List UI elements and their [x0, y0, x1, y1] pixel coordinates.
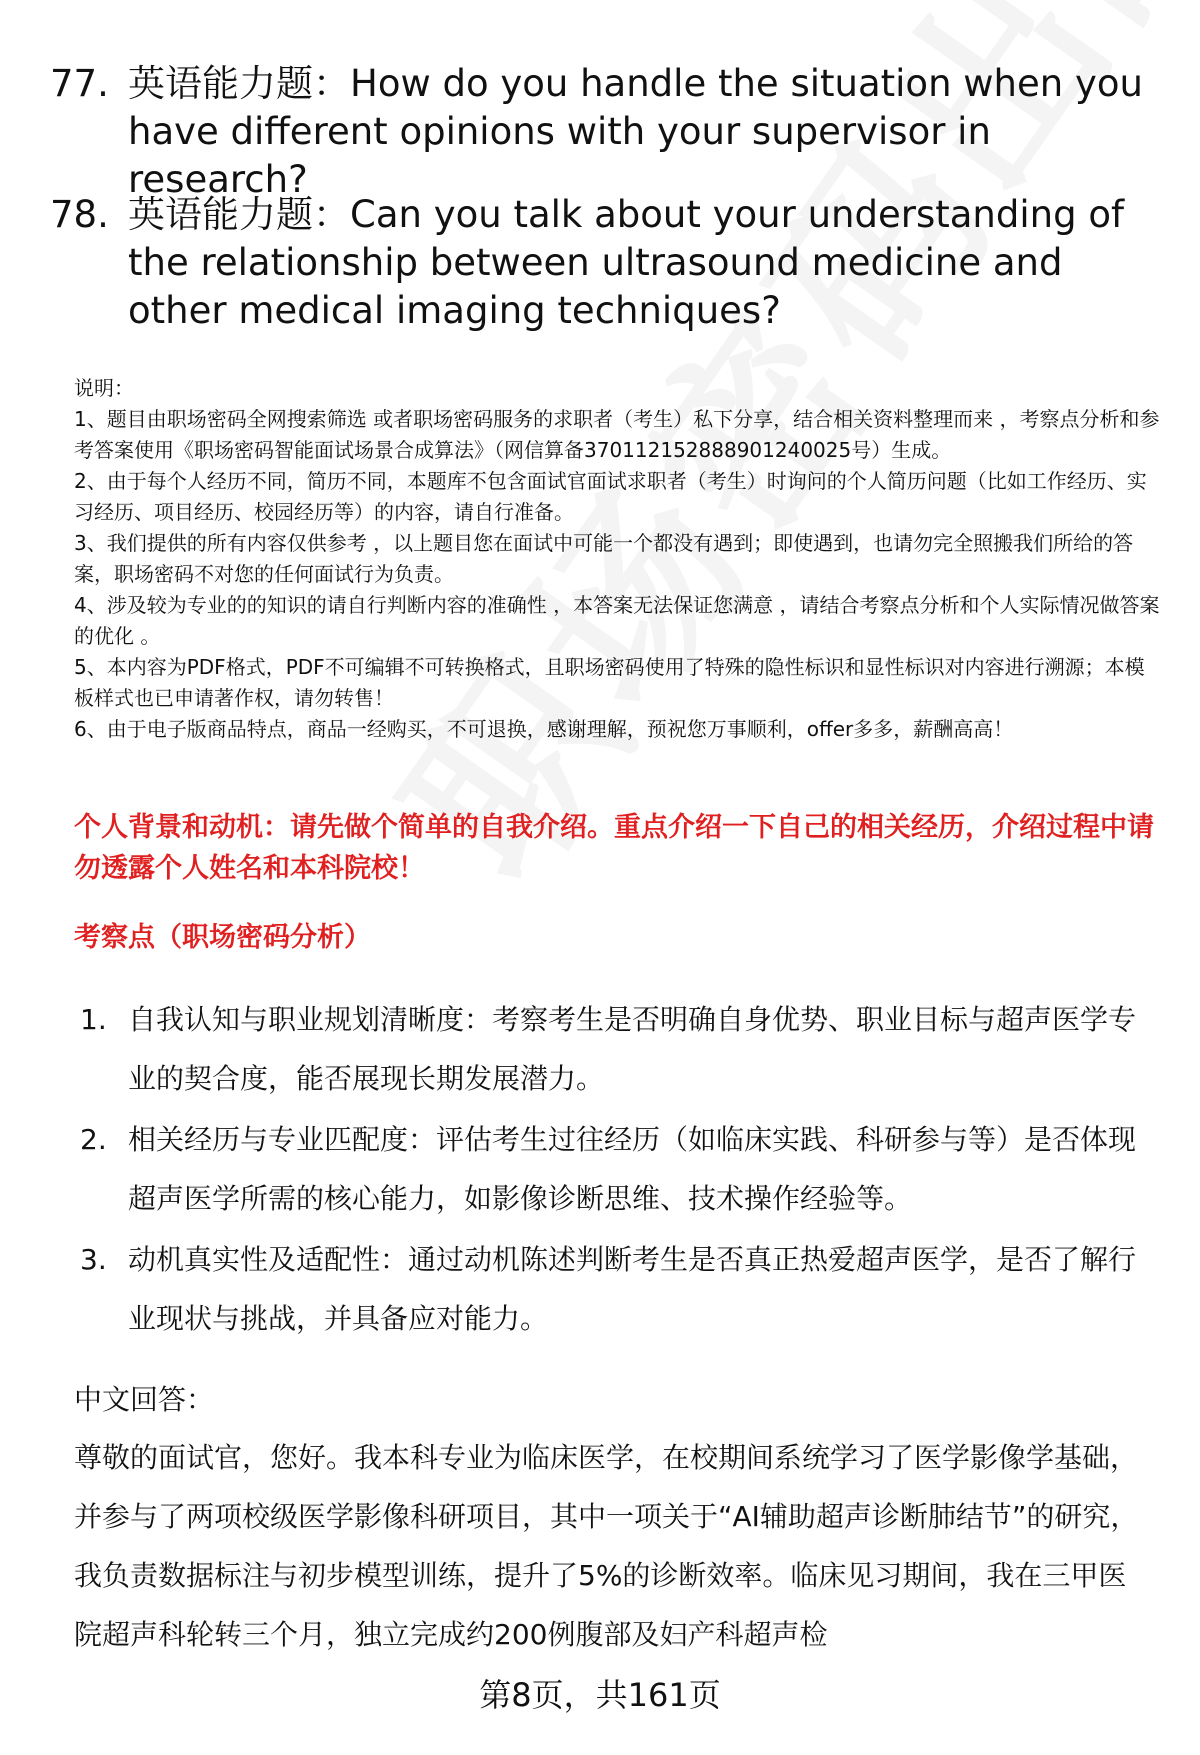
note-item: 3、我们提供的所有内容仅供参考 ，以上题目您在面试中可能一个都没有遇到；即使遇到，也请勿完全照搬我们所给的答案，职场密码不对您的任何面试行为负责。	[74, 531, 1134, 586]
note-item: 1、题目由职场密码全网搜索筛选 或者职场密码服务的求职者（考生）私下分享，结合相关资料整理而来 ，考察点分析和参考答案使用《职场密码智能面试场景合成算法》（网信算备370112152888901240025号）生成。	[74, 407, 1160, 462]
question-78	[50, 191, 1160, 335]
analysis-points	[80, 990, 1160, 1350]
note-item: 6、由于电子版商品特点，商品一经购买，不可退换，感谢理解，预祝您万事顺利，offer多多，薪酬高高！	[74, 717, 1014, 741]
list-item	[80, 1230, 1160, 1348]
question-text: 英语能力题：Can you talk about your understanding of the relationship between ultrasound medicine and other medical imaging techniques?	[128, 193, 1124, 332]
list-item	[80, 990, 1160, 1108]
answer-label: 中文回答：	[74, 1383, 215, 1416]
note-item: 5、本内容为PDF格式，PDF不可编辑不可转换格式，且职场密码使用了特殊的隐性标识和显性标识对内容进行溯源；本模板样式也已申请著作权，请勿转售！	[74, 655, 1145, 710]
question-number: 77.	[50, 62, 109, 105]
question-77	[50, 60, 1160, 204]
note-item: 4、涉及较为专业的的知识的请自行判断内容的准确性 ，本答案无法保证您满意 ，请结合考察点分析和个人实际情况做答案的优化 。	[74, 593, 1160, 648]
point-text: 动机真实性及适配性：通过动机陈述判断考生是否真正热爱超声医学，是否了解行业现状与挑战，并具备应对能力。	[128, 1243, 1137, 1335]
point-number: 3.	[80, 1243, 107, 1276]
notes-title: 说明：	[74, 376, 134, 400]
answer-text: 尊敬的面试官，您好。我本科专业为临床医学，在校期间系统学习了医学影像学基础，并参与了两项校级医学影像科研项目，其中一项关于“AI辅助超声诊断肺结节”的研究，我负责数据标注与初步模型训练，提升了5%的诊断效率。临床见习期间，我在三甲医院超声科轮转三个月，独立完成约200例腹部及妇产科超声检	[74, 1441, 1139, 1651]
note-item: 2、由于每个人经历不同，简历不同，本题库不包含面试官面试求职者（考生）时询问的个人简历问题（比如工作经历、实习经历、项目经历、校园经历等）的内容，请自行准备。	[74, 469, 1147, 524]
point-number: 1.	[80, 1003, 107, 1036]
notes-section	[74, 373, 1164, 745]
list-item	[80, 1110, 1160, 1228]
point-text: 相关经历与专业匹配度：评估考生过往经历（如临床实践、科研参与等）是否体现超声医学所需的核心能力，如影像诊断思维、技术操作经验等。	[128, 1123, 1137, 1215]
point-number: 2.	[80, 1123, 107, 1156]
page-number: 第8页，共161页	[479, 1676, 721, 1714]
question-text: 英语能力题：How do you handle the situation when you have different opinions with your supervisor in research?	[128, 62, 1143, 201]
point-text: 自我认知与职业规划清晰度：考察考生是否明确自身优势、职业目标与超声医学专业的契合度，能否展现长期发展潜力。	[128, 1003, 1137, 1095]
analysis-heading: 考察点（职场密码分析）	[74, 922, 371, 953]
background-question: 个人背景和动机：请先做个简单的自我介绍。重点介绍一下自己的相关经历，介绍过程中请勿透露个人姓名和本科院校！	[74, 812, 1154, 884]
question-number: 78.	[50, 193, 109, 236]
